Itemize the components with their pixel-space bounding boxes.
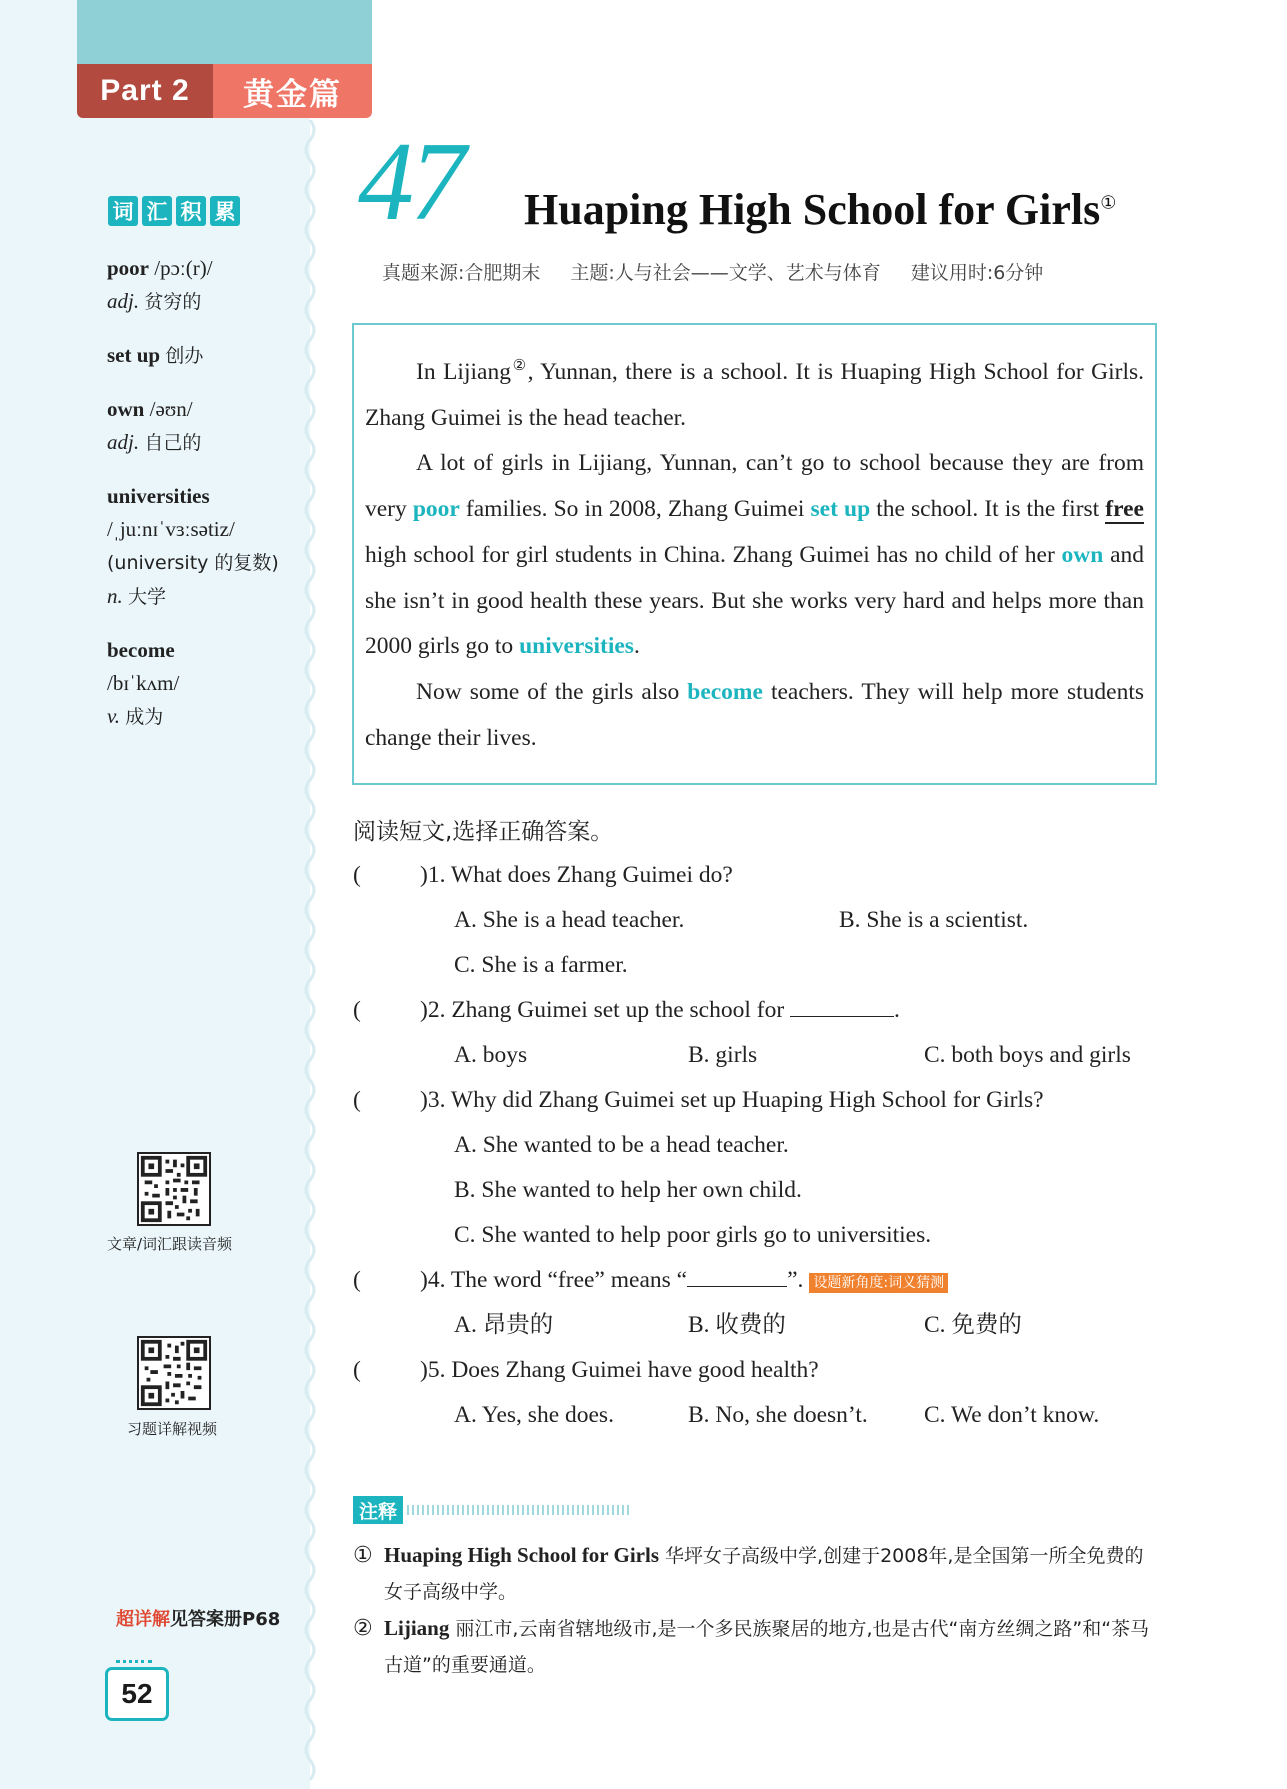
vocab-phonetic: /pɔː(r)/ [154, 256, 213, 280]
question-text [420, 988, 900, 1033]
lesson-title [524, 184, 1116, 235]
part-header-top [77, 0, 372, 64]
vocab-meaning: 自己的 [144, 432, 202, 454]
option-b[interactable]: B. girls [688, 1042, 758, 1068]
option-c[interactable]: C. We don’t know. [924, 1402, 1100, 1428]
option-b[interactable]: B. No, she doesn’t. [688, 1402, 868, 1428]
part-header [77, 64, 372, 118]
page-number: 52 [105, 1667, 169, 1721]
passage-text: the school. It is the first [870, 496, 1106, 523]
option-a[interactable]: A. Yes, she does. [454, 1402, 614, 1428]
passage-text: and she isn’t in good health these years. But she works very hard and helps more than 2000 girls go to [365, 541, 1144, 660]
passage-text: A lot of girls in Lijiang, Yunnan, can’t go to school because they are from very [365, 450, 1144, 523]
vocab-highlight: universities [519, 633, 634, 660]
question-text [420, 1258, 948, 1303]
notes [353, 1538, 1158, 1684]
options-row [353, 898, 1173, 943]
part-label: Part 2 [77, 64, 213, 118]
option-a[interactable]: A. 昂贵的 [454, 1312, 554, 1338]
answer-ref-text: 见答案册 [170, 1609, 242, 1630]
lesson-meta [382, 258, 1043, 285]
vocab-phonetic: /bɪˈkʌm/ [107, 671, 180, 695]
vocab-word: set up [107, 343, 161, 367]
notes-title: 注释 [353, 1496, 403, 1524]
question-4 [353, 1258, 1173, 1303]
note-term: Lijiang [384, 1616, 450, 1640]
answer-paren[interactable]: ( [353, 862, 361, 888]
vocab-meaning: 贫穷的 [144, 291, 202, 313]
passage-text: families. So in 2008, Zhang Guimei [459, 496, 811, 523]
vocab-title-char: 积 [176, 196, 206, 226]
passage-text: . [633, 633, 640, 660]
question-2 [353, 988, 1173, 1033]
footnote-mark: ① [1100, 192, 1117, 213]
instruction: 阅读短文,选择正确答案。 [353, 819, 614, 845]
notes-header [353, 1496, 632, 1524]
vocab-meaning: 成为 [125, 706, 164, 728]
passage-text: high school for girl students in China. Zhang Guimei has no child of her [365, 541, 1062, 568]
vocab-meaning: 创办 [165, 345, 204, 367]
question-5 [353, 1348, 1173, 1393]
reading-passage [352, 323, 1157, 785]
note-1 [353, 1538, 1158, 1610]
option-c[interactable]: C. 免费的 [924, 1312, 1022, 1338]
vocab-list [107, 252, 302, 754]
vocab-phonetic: /əʊn/ [149, 397, 193, 421]
note-number: ② [353, 1616, 373, 1641]
question-1 [353, 853, 1173, 898]
options-row [353, 1123, 1173, 1168]
vocab-phonetic: /ˌjuːnɪˈvɜːsətiz/ [107, 517, 235, 541]
option-a[interactable]: A. She is a head teacher. [454, 907, 685, 933]
answer-paren[interactable]: ( [353, 1267, 361, 1293]
passage-text: , Yunnan, there is a school. It is Huaping High School for Girls. Zhang Guimei is the head teacher. [365, 359, 1145, 431]
question-text-part: . [894, 997, 900, 1023]
qr-video-label: 习题详解视频 [127, 1420, 218, 1438]
vocab-pos: adj. [107, 289, 140, 313]
options-row [353, 1168, 1173, 1213]
vocab-word: become [107, 638, 175, 662]
options-row [353, 1033, 1173, 1078]
question-3 [353, 1078, 1173, 1123]
vocab-title-char: 汇 [142, 196, 172, 226]
vocab-entry-own [107, 393, 302, 460]
qr-audio-label: 文章/词汇跟读音频 [107, 1235, 233, 1253]
vocab-highlight: poor [412, 496, 460, 523]
question-tag: 设题新角度:词义猜测 [809, 1273, 948, 1293]
passage-text: teachers. They will help more students change their lives. [365, 678, 1144, 751]
question-text: )3. Why did Zhang Guimei set up Huaping High School for Girls? [420, 1087, 1044, 1113]
meta-theme: 主题:人与社会——文学、艺术与体育 [570, 262, 881, 284]
question-list [353, 853, 1173, 1438]
options-row [353, 943, 1173, 988]
vocab-note: (university 的复数) [107, 552, 279, 574]
answer-blank[interactable] [687, 1262, 787, 1287]
answer-ref-page: P68 [242, 1609, 281, 1630]
question-text-part: )2. Zhang Guimei set up the school for [420, 997, 791, 1023]
passage-paragraph [365, 441, 1144, 670]
option-b[interactable]: B. She wanted to help her own child. [454, 1177, 802, 1203]
vocab-pos: n. [107, 584, 123, 608]
vocab-word: own [107, 397, 145, 421]
meta-time: 建议用时:6分钟 [910, 262, 1044, 284]
note-text: 丽江市,云南省辖地级市,是一个多民族聚居的地方,也是古代“南方丝绸之路”和“茶马古道”的重要通道。 [384, 1618, 1150, 1676]
note-term: Huaping High School for Girls [384, 1543, 659, 1567]
option-b[interactable]: B. 收费的 [688, 1312, 786, 1338]
passage-paragraph [365, 350, 1144, 441]
question-text: )5. Does Zhang Guimei have good health? [420, 1357, 819, 1383]
note-2 [353, 1611, 1158, 1683]
lesson-title-text: Huaping High School for Girls [524, 185, 1101, 234]
note-text: 华坪女子高级中学,创建于2008年,是全国第一所全免费的女子高级中学。 [384, 1545, 1144, 1603]
vocab-entry-universities [107, 480, 302, 614]
answer-paren[interactable]: ( [353, 1357, 361, 1383]
vocab-pos: adj. [107, 430, 140, 454]
lesson-number: 47 [358, 120, 462, 244]
section-label: 黄金篇 [213, 64, 372, 118]
options-row [353, 1393, 1173, 1438]
option-a[interactable]: A. boys [454, 1042, 528, 1068]
vocab-entry-set-up [107, 339, 302, 373]
options-row [353, 1303, 1173, 1348]
vocab-entry-poor [107, 252, 302, 319]
underlined-word: free [1105, 496, 1144, 523]
qr-code-icon[interactable] [137, 1336, 211, 1410]
option-c[interactable]: C. She wanted to help poor girls go to universities. [454, 1222, 932, 1248]
passage-text: Now some of the girls also [416, 678, 688, 705]
vocab-pos: v. [107, 704, 121, 728]
option-c[interactable]: C. both boys and girls [924, 1042, 1131, 1068]
notes-divider [407, 1505, 632, 1515]
question-text-part: )4. The word “free” means “ [420, 1267, 688, 1293]
footnote-mark: ② [510, 358, 528, 375]
vocab-title-char: 累 [210, 196, 240, 226]
meta-source: 真题来源:合肥期末 [382, 262, 541, 284]
option-a[interactable]: A. She wanted to be a head teacher. [454, 1132, 789, 1158]
answer-blank[interactable] [790, 992, 894, 1017]
answer-reference [116, 1605, 280, 1631]
answer-ref-highlight: 超详解 [116, 1609, 170, 1630]
passage-text: In Lijiang [416, 359, 511, 385]
vocab-highlight: set up [810, 496, 871, 523]
vocab-word: universities [107, 484, 210, 508]
answer-paren[interactable]: ( [353, 997, 361, 1023]
options-row [353, 1213, 1173, 1258]
vocab-highlight: own [1061, 541, 1104, 568]
vocab-title [108, 196, 240, 226]
vocab-meaning: 大学 [128, 586, 167, 608]
qr-code-icon[interactable] [137, 1152, 211, 1226]
vocab-entry-become [107, 634, 302, 734]
question-text: )1. What does Zhang Guimei do? [420, 862, 733, 888]
question-text-part: ”. [787, 1267, 804, 1293]
option-b[interactable]: B. She is a scientist. [839, 907, 1029, 933]
option-c[interactable]: C. She is a farmer. [454, 952, 628, 978]
vocab-highlight: become [687, 678, 763, 705]
answer-paren[interactable]: ( [353, 1087, 361, 1113]
vocab-title-char: 词 [108, 196, 138, 226]
passage-paragraph [365, 670, 1144, 761]
vocab-word: poor [107, 256, 149, 280]
note-number: ① [353, 1543, 373, 1568]
